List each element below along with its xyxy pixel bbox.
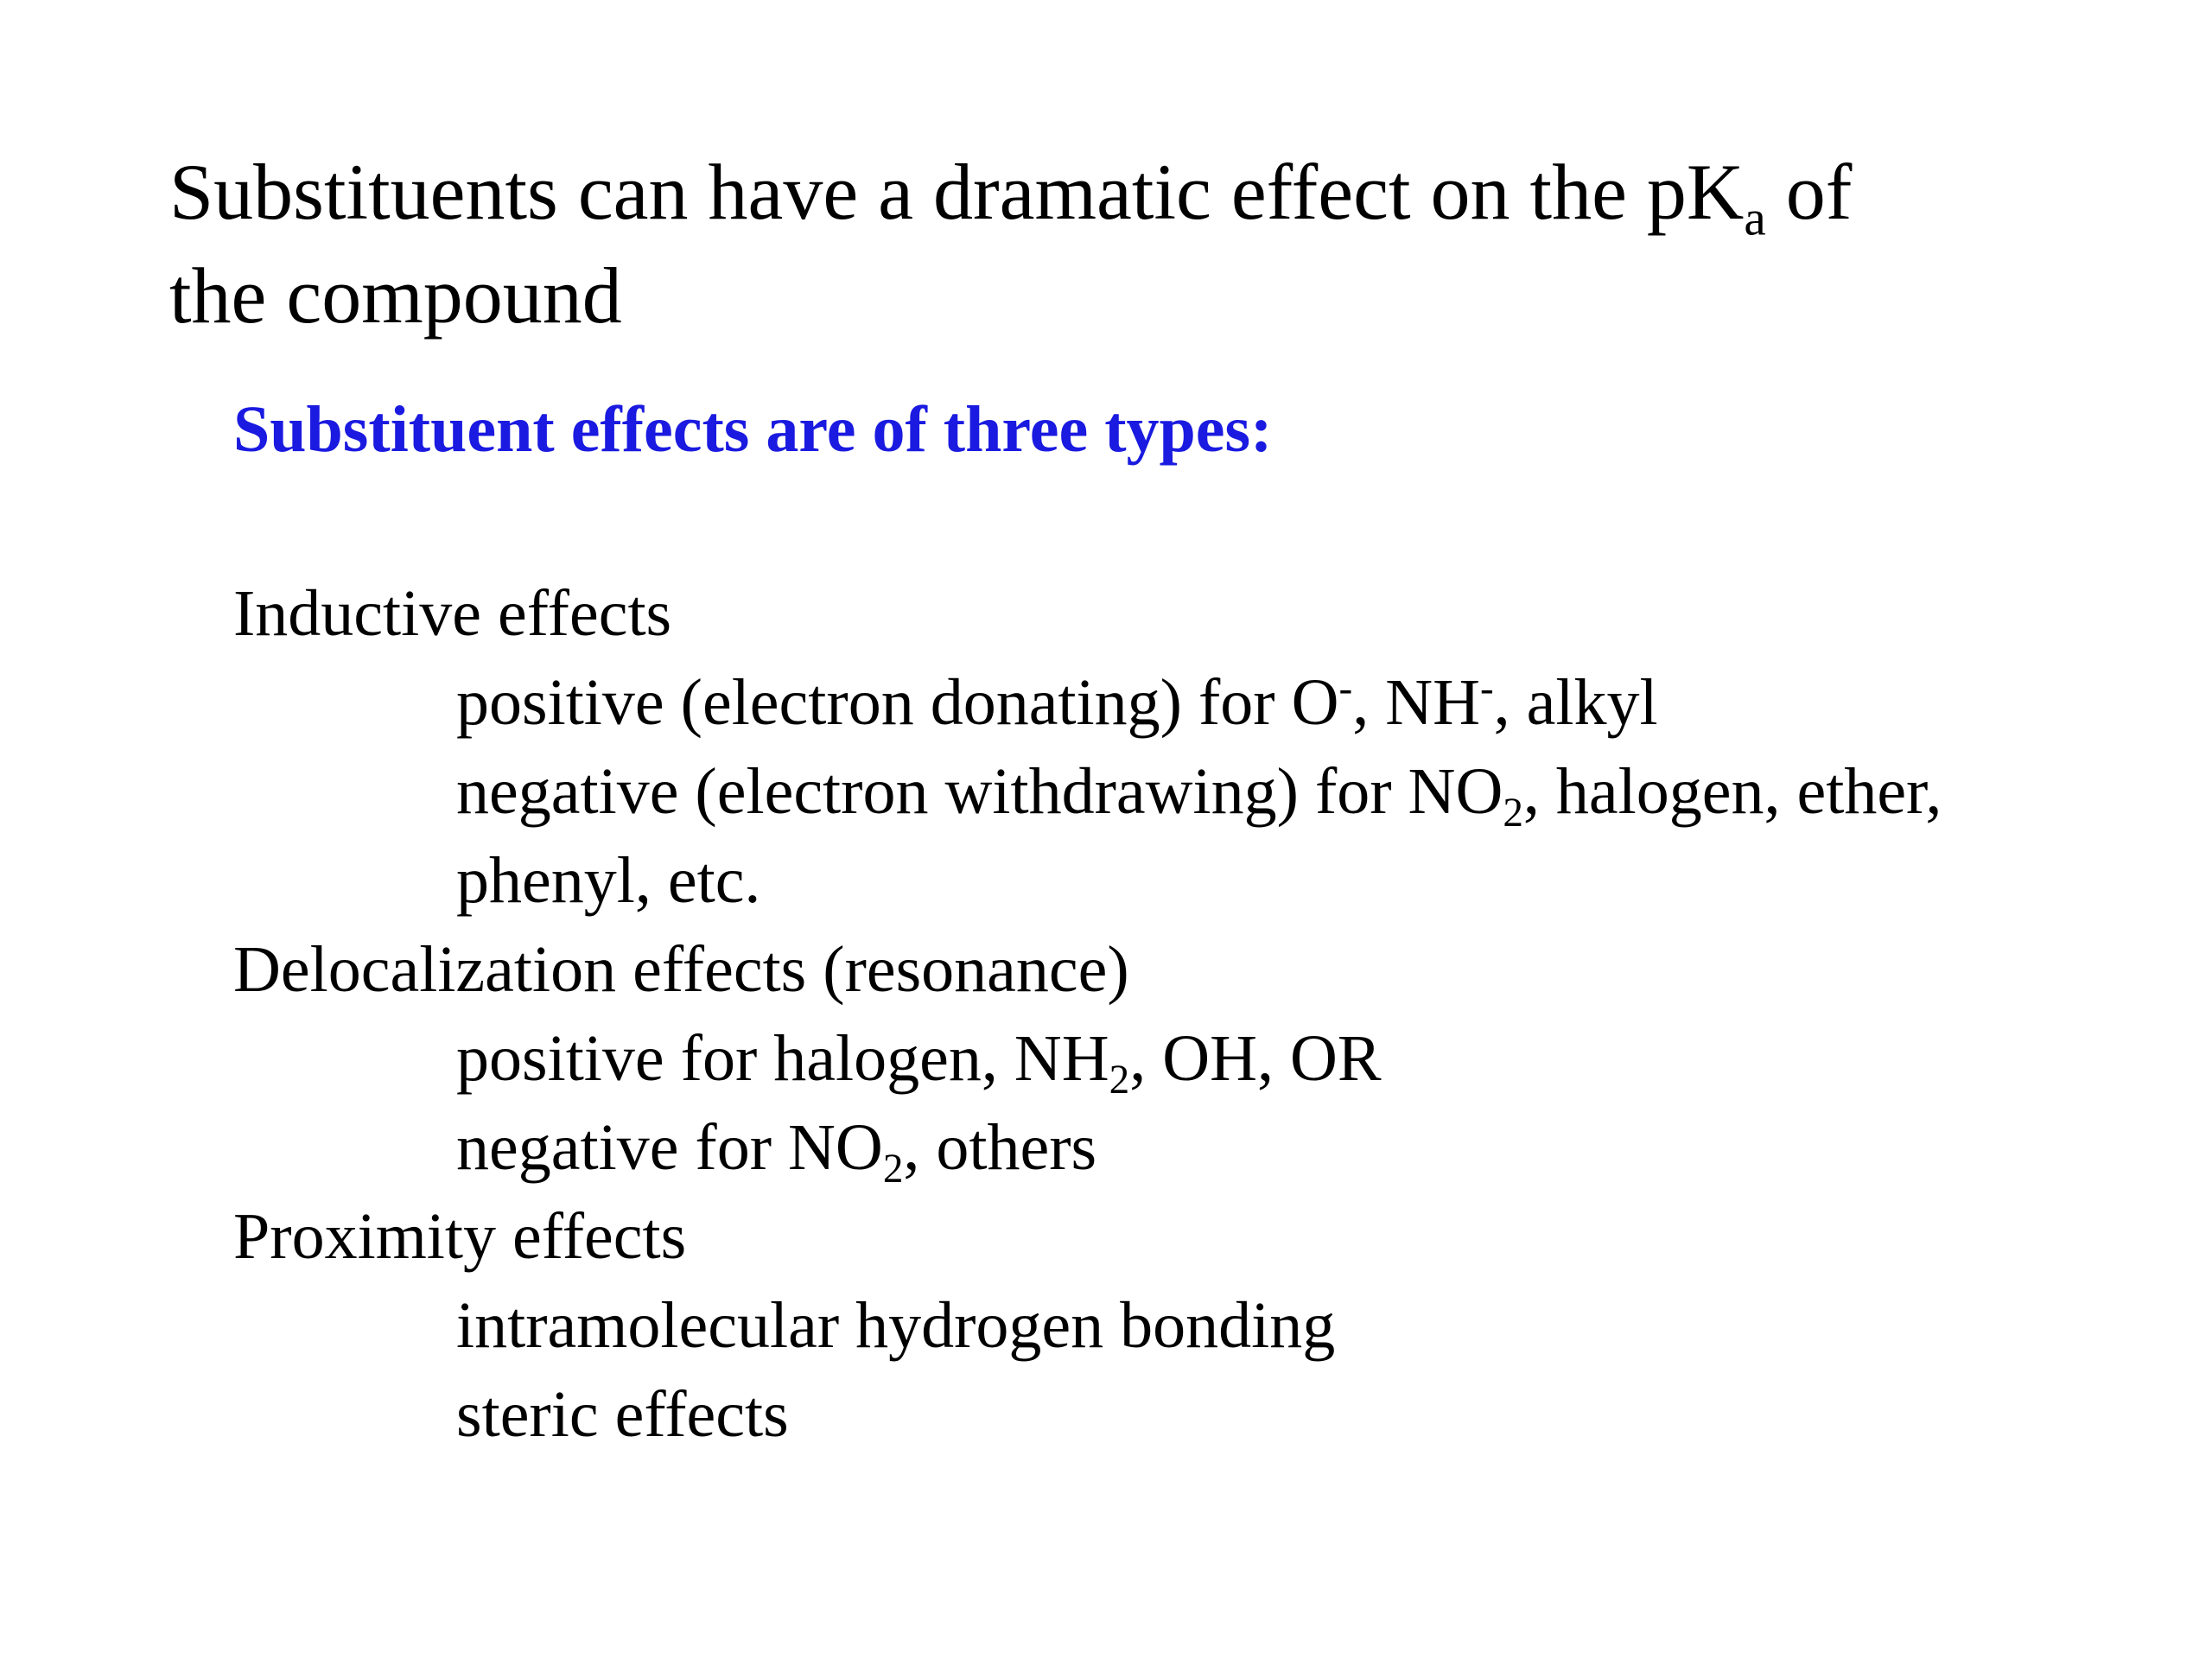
proximity-item-steric: steric effects: [456, 1378, 789, 1451]
delocalization-positive-line: [456, 1015, 1382, 1102]
inductive-positive-line: [456, 659, 1658, 746]
delocalization-positive-text2: , OH, OR: [1129, 1022, 1382, 1095]
delocalization-negative-text1: negative for NO: [456, 1111, 883, 1184]
inductive-positive-text2: , NH: [1352, 666, 1480, 739]
inductive-heading: Inductive effects: [233, 577, 672, 650]
delocalization-negative-line: [456, 1104, 1096, 1191]
inductive-negative-text1: negative (electron withdrawing) for NO: [456, 755, 1503, 828]
delocalization-heading: Delocalization effects (resonance): [233, 933, 1129, 1006]
proximity-item-hydrogen-bonding: intramolecular hydrogen bonding: [456, 1289, 1336, 1362]
inductive-negative-line: [456, 748, 1942, 835]
slide-title: [169, 140, 2070, 347]
delocalization-negative-sub1: 2: [882, 1147, 904, 1192]
inductive-positive-text3: , alkyl: [1493, 666, 1658, 739]
inductive-positive-sup2: -: [1479, 666, 1494, 712]
inductive-negative-continuation: phenyl, etc.: [456, 844, 761, 917]
delocalization-positive-sub1: 2: [1109, 1058, 1130, 1103]
subheading: Substituent effects are of three types:: [233, 393, 1273, 466]
title-text-part1: Substituents can have a dramatic effect on the pK: [169, 148, 1745, 236]
inductive-negative-sub1: 2: [1503, 791, 1523, 836]
delocalization-negative-text2: , others: [903, 1111, 1097, 1184]
inductive-positive-sup1: -: [1338, 666, 1353, 712]
delocalization-positive-text1: positive for halogen, NH: [456, 1022, 1109, 1095]
title-subscript-a: a: [1744, 191, 1766, 246]
inductive-negative-text2: , halogen, ether,: [1522, 755, 1942, 828]
proximity-heading: Proximity effects: [233, 1200, 687, 1273]
title-text-line2: the compound: [169, 251, 622, 340]
title-text-part2: of: [1765, 148, 1853, 236]
inductive-positive-text1: positive (electron donating) for O: [456, 666, 1339, 739]
